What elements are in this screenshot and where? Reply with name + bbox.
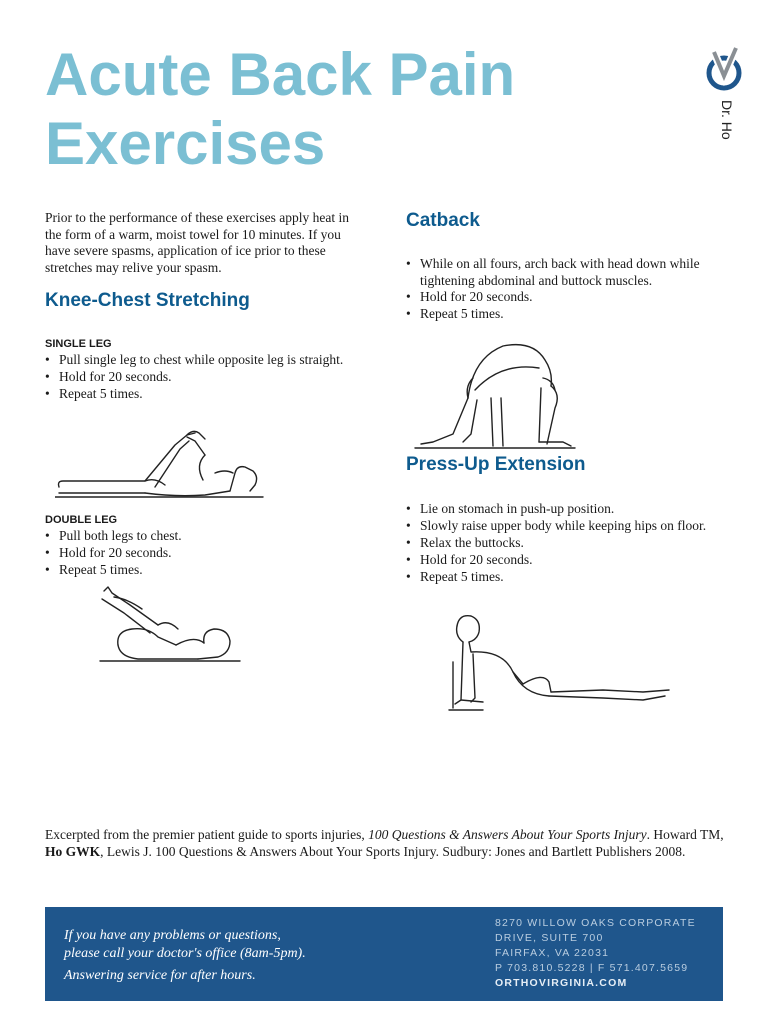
- press-up-list: [406, 500, 736, 585]
- footer-message: If you have any problems or questions, please call your doctor's office (8am-5pm). Answering service for after hours.: [64, 928, 306, 983]
- press-up-extension-illustration: [443, 612, 673, 714]
- website-link[interactable]: ORTHOVIRGINIA.COM: [495, 977, 628, 989]
- right-column: [406, 210, 736, 322]
- list-item: • Relax the buttocks.: [406, 534, 736, 551]
- list-item: • Repeat 5 times.: [45, 561, 365, 578]
- list-item: • Pull both legs to chest.: [45, 527, 365, 544]
- phone-fax: P 703.810.5228 | F 571.407.5659: [495, 962, 689, 974]
- single-leg-stretch-illustration: [55, 425, 265, 500]
- list-item: • Repeat 5 times.: [406, 306, 736, 323]
- contact-footer: [45, 907, 723, 1001]
- single-leg-list: [45, 351, 365, 402]
- double-leg-stretch-illustration: [98, 585, 243, 665]
- brand-label: Dr. Ho: [719, 100, 735, 140]
- list-item: • Pull single leg to chest while opposite leg is straight.: [45, 351, 365, 368]
- list-item: • While on all fours, arch back with head down while tightening abdominal and buttock muscles.: [406, 256, 736, 289]
- knee-chest-heading: Knee-Chest Stretching: [45, 290, 250, 311]
- press-up-section: [406, 454, 736, 585]
- page-title: Acute Back Pain Exercises: [45, 41, 516, 177]
- catback-heading: Catback: [406, 210, 480, 231]
- list-item: • Hold for 20 seconds.: [406, 551, 736, 568]
- single-leg-label: SINGLE LEG: [45, 338, 112, 350]
- list-item: • Lie on stomach in push-up position.: [406, 500, 736, 517]
- orthovirginia-logo-icon: [704, 46, 744, 94]
- catback-list: [406, 256, 736, 322]
- excerpt-citation: Excerpted from the premier patient guide to sports injuries, 100 Questions & Answers About Your Sports Injury. Howard TM, Ho GWK, Lewis J. 100 Questions & Answers About Your Sports Injury. Sudbury: Jones and Bartlett Publishers 2008.: [45, 827, 724, 859]
- double-leg-label: DOUBLE LEG: [45, 514, 118, 526]
- list-item: • Repeat 5 times.: [406, 568, 736, 585]
- footer-address: 8270 WILLOW OAKS CORPORATE DRIVE, SUITE 700 FAIRFAX, VA 22031 P 703.810.5228 | F 571.407.5659 ORTHOVIRGINIA.COM: [495, 916, 720, 991]
- list-item: • Hold for 20 seconds.: [406, 289, 736, 306]
- intro-paragraph: Prior to the performance of these exercises apply heat in the form of a warm, moist towel for 10 minutes. If you have severe spasms, application of ice prior to these stretches may relive your spasm.: [45, 210, 350, 275]
- list-item: • Slowly raise upper body while keeping hips on floor.: [406, 517, 736, 534]
- press-up-heading: Press-Up Extension: [406, 454, 586, 475]
- catback-illustration: [413, 338, 578, 450]
- double-leg-section: [45, 514, 365, 578]
- list-item: • Hold for 20 seconds.: [45, 368, 365, 385]
- list-item: • Hold for 20 seconds.: [45, 544, 365, 561]
- double-leg-list: [45, 527, 365, 578]
- list-item: • Repeat 5 times.: [45, 385, 365, 402]
- left-column: [45, 210, 365, 402]
